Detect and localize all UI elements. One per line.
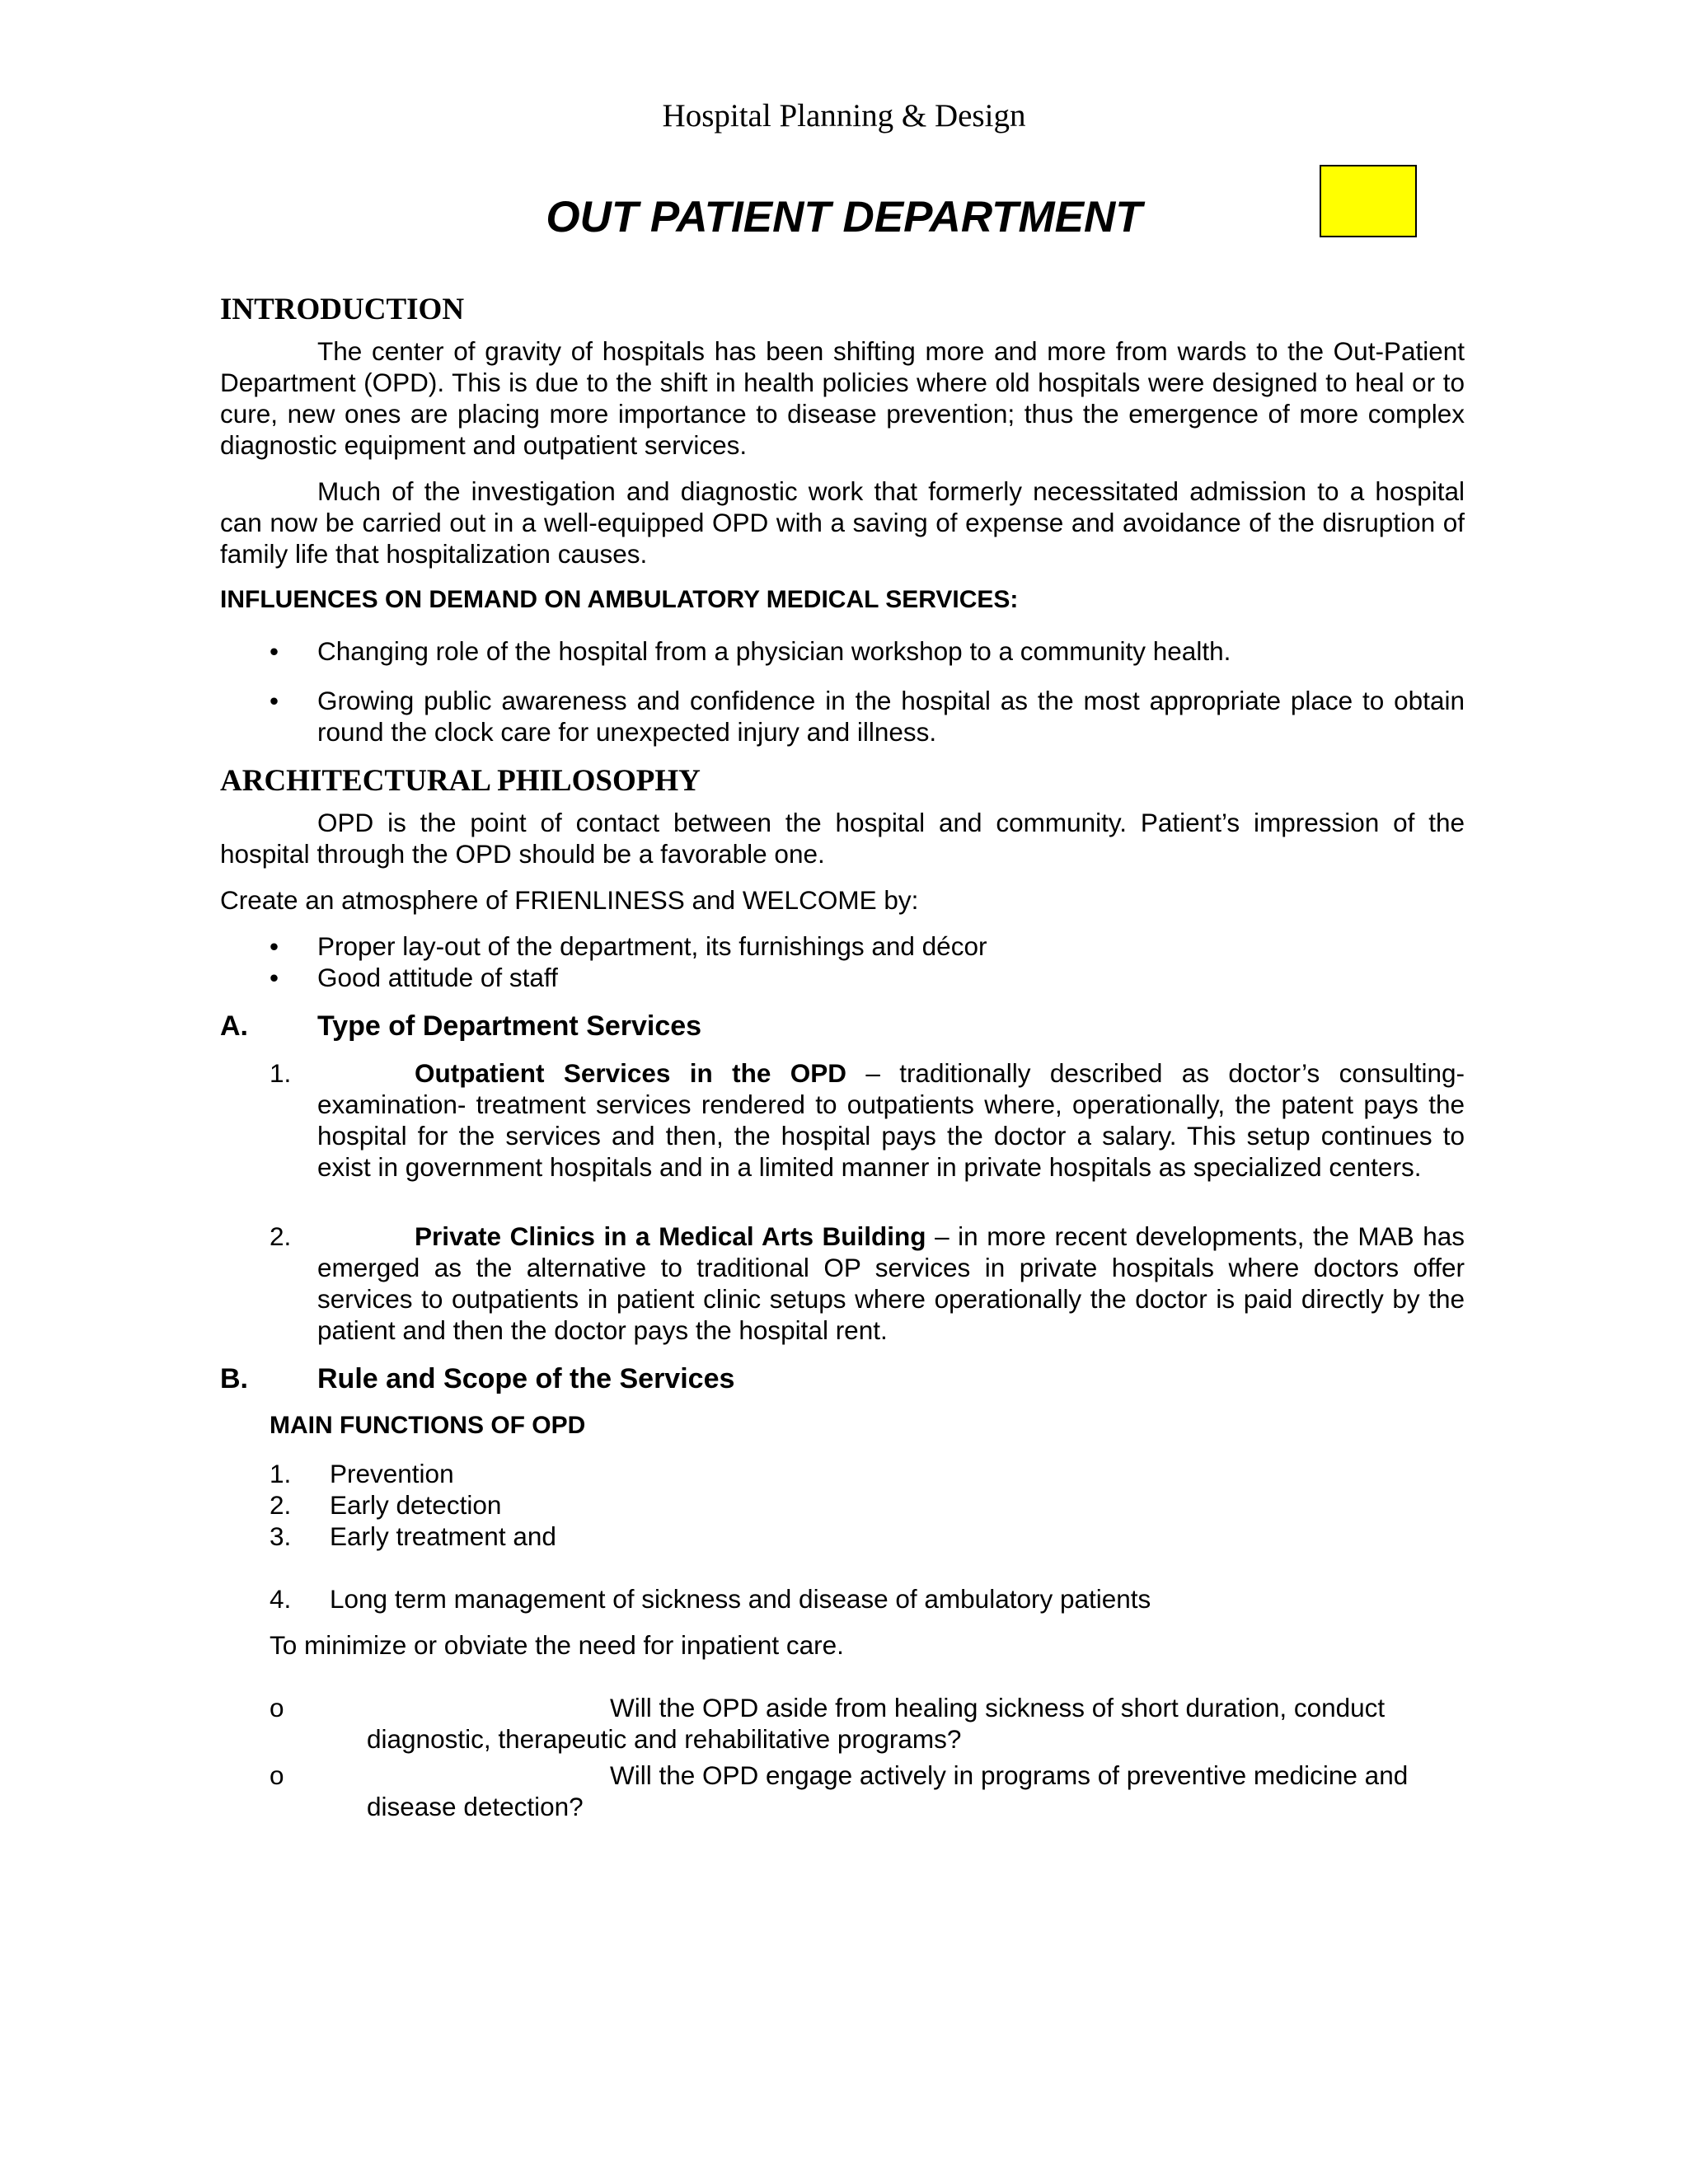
bullet-icon: • [270,963,279,992]
running-header: Hospital Planning & Design [662,98,1026,134]
section-letter: A. [220,1010,248,1042]
list-item-text: Early detection [330,1490,502,1520]
architectural-heading: ARCHITECTURAL PHILOSOPHY [220,764,701,798]
service-item-2 [220,1221,1465,1346]
service-item-1 [220,1057,1465,1183]
list-item [220,635,1465,667]
question-first-line: Will the OPD aside from healing sickness of short duration, conduct [610,1693,1386,1722]
item-number: 1. [270,1459,292,1488]
influences-heading: INFLUENCES ON DEMAND ON AMBULATORY MEDICAL SERVICES: [220,586,1019,613]
questions-list [270,1692,1465,1822]
influences-list [220,635,1465,748]
introduction-paragraph-2: Much of the investigation and diagnostic work that formerly necessitated admission to a hospital can now be carried out in a well-equipped OPD with a saving of expense and avoidance of the disruption of family life that hospitalization causes. [220,476,1465,569]
list-item-text: Proper lay-out of the department, its furnishings and décor [317,931,987,961]
item-number: 2. [270,1221,292,1251]
main-functions-block [220,1410,1465,1822]
bullet-icon: • [270,931,279,961]
list-item [220,962,1465,993]
architectural-list [220,930,1465,993]
question-continuation: disease detection? [367,1792,584,1821]
document-title: OUT PATIENT DEPARTMENT [546,193,1142,241]
section-title: Type of Department Services [317,1010,702,1042]
bullet-icon: • [270,686,279,715]
list-item [220,930,1465,962]
item-number: 4. [270,1584,292,1614]
yellow-highlight-box [1320,165,1417,237]
question-first-line: Will the OPD engage actively in programs of preventive medicine and [610,1760,1409,1790]
list-item-text: Good attitude of staff [317,963,558,992]
list-item-text: Long term management of sickness and disease of ambulatory patients [330,1584,1151,1614]
introduction-heading: INTRODUCTION [220,293,465,326]
list-item-text: Early treatment and [330,1521,556,1551]
list-item [270,1489,1465,1521]
architectural-paragraph: OPD is the point of contact between the hospital and community. Patient’s impression of the hospital through the OPD should be a favorable one. [220,808,1465,869]
functions-summary: To minimize or obviate the need for inpatient care. [270,1630,844,1660]
bullet-icon: • [270,636,279,666]
list-item-text: Changing role of the hospital from a physician workshop to a community health. [317,636,1231,666]
document-body [220,291,1465,1827]
list-item [220,685,1465,748]
functions-list [270,1458,1465,1615]
section-a-heading [220,1008,1465,1044]
section-title: Rule and Scope of the Services [317,1363,735,1394]
item-text: – in more recent developments, the MAB has emerged as the alternative to traditional OP services in private hospitals where doctors offer services to outpatients in patient clinic setups where operationally the doctor is paid directly by the patient and then the doctor pays the hospital rent. [317,1221,1465,1345]
item-bold-title: Outpatient Services in the OPD [415,1058,846,1088]
question-continuation: diagnostic, therapeutic and rehabilitative programs? [367,1724,962,1754]
item-number: 1. [270,1058,292,1088]
list-item [270,1583,1465,1615]
list-item [270,1521,1465,1552]
architectural-lead: Create an atmosphere of FRIENLINESS and WELCOME by: [220,885,919,915]
item-text: – traditionally described as doctor’s consulting-examination- treatment services rendered to outpatients where, operationally, the patent pays the hospital for the services and then, the hospital pays the doctor a salary. This setup continues to exist in government hospitals and in a limited manner in private hospitals as specialized centers. [317,1058,1465,1182]
introduction-paragraph-1: The center of gravity of hospitals has been shifting more and more from wards to the Out-Patient Department (OPD). This is due to the shift in health policies where old hospitals were designed to heal or to cure, new ones are placing more importance to disease prevention; thus the emergence of more complex diagnostic equipment and outpatient services. [220,336,1465,460]
circle-bullet-icon: o [270,1760,284,1790]
list-item [270,1692,1465,1755]
section-b-heading [220,1361,1465,1397]
main-functions-heading: MAIN FUNCTIONS OF OPD [270,1412,586,1439]
circle-bullet-icon: o [270,1693,284,1722]
item-number: 2. [270,1490,292,1520]
list-item [270,1458,1465,1489]
list-item-text: Prevention [330,1459,454,1488]
item-bold-title: Private Clinics in a Medical Arts Building [415,1221,926,1251]
section-letter: B. [220,1363,248,1394]
list-item [270,1760,1465,1822]
list-item-text: Growing public awareness and confidence in the hospital as the most appropriate place to obtain round the clock care for unexpected injury and illness. [317,686,1465,747]
item-number: 3. [270,1521,292,1551]
